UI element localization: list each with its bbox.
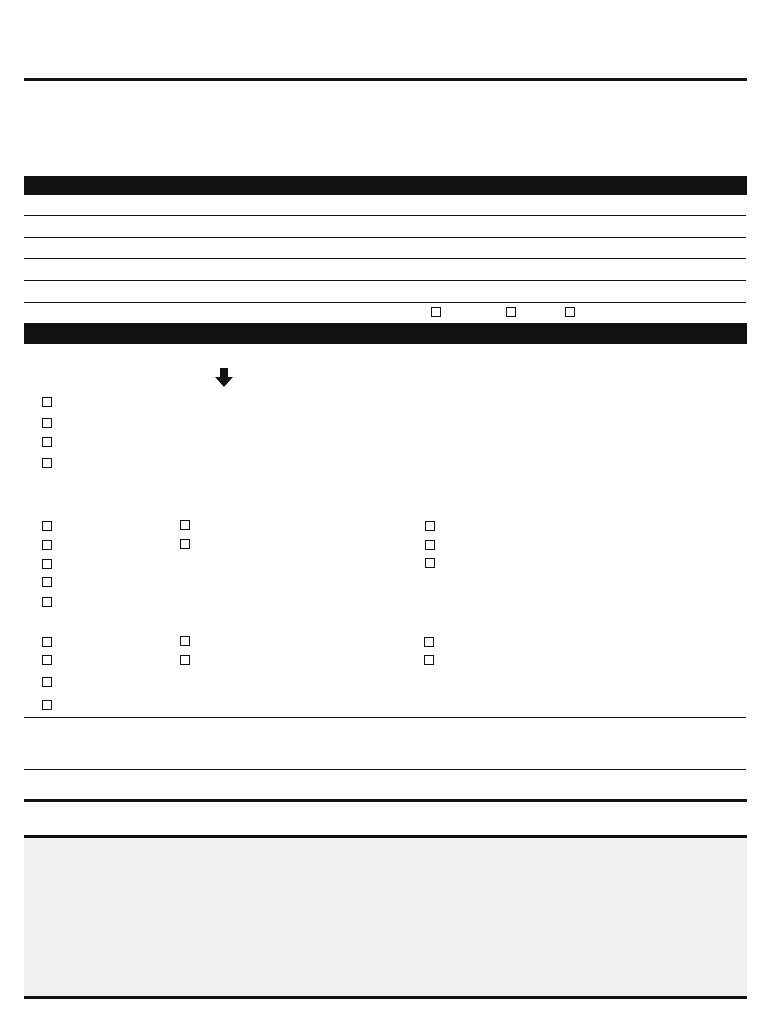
section-1-line-1 bbox=[24, 215, 746, 216]
group-b-col-2-checkbox-1[interactable] bbox=[180, 520, 190, 530]
group-b-col-1-checkbox-4[interactable] bbox=[42, 577, 52, 587]
section-1-checkbox-1[interactable] bbox=[431, 307, 441, 317]
section-2-header-bar bbox=[24, 323, 747, 344]
group-c-col-2-checkbox-1[interactable] bbox=[180, 636, 190, 646]
group-b-col-1-checkbox-5[interactable] bbox=[42, 597, 52, 607]
section-1-checkbox-3[interactable] bbox=[565, 307, 575, 317]
comments-rule bbox=[24, 769, 746, 770]
group-b-col-2-checkbox-2[interactable] bbox=[180, 539, 190, 549]
header-rule bbox=[24, 78, 747, 81]
group-a-checkbox-2[interactable] bbox=[42, 418, 52, 428]
section-1-line-2-field[interactable] bbox=[24, 217, 746, 237]
group-a-checkbox-4[interactable] bbox=[42, 458, 52, 468]
group-c-col-1-checkbox-4[interactable] bbox=[42, 700, 52, 710]
group-c-col-3-checkbox-1[interactable] bbox=[424, 637, 434, 647]
section-1-header-bar bbox=[24, 176, 747, 195]
group-c-col-3-checkbox-2[interactable] bbox=[424, 655, 434, 665]
office-use-box bbox=[24, 838, 747, 996]
signature-field[interactable] bbox=[24, 802, 746, 835]
group-c-col-2-checkbox-2[interactable] bbox=[180, 655, 190, 665]
section-1-line-4 bbox=[24, 280, 746, 281]
group-a-checkbox-1[interactable] bbox=[42, 397, 52, 407]
group-b-col-3-checkbox-2[interactable] bbox=[425, 540, 435, 550]
section-1-line-3-field[interactable] bbox=[24, 239, 746, 258]
section-2-bottom-rule bbox=[24, 717, 746, 718]
section-1-line-5-field[interactable] bbox=[24, 282, 746, 302]
section-1-checkbox-2[interactable] bbox=[506, 307, 516, 317]
section-1-line-2 bbox=[24, 237, 746, 238]
group-b-col-1-checkbox-2[interactable] bbox=[42, 540, 52, 550]
group-b-col-1-checkbox-1[interactable] bbox=[42, 521, 52, 531]
office-use-bottom-rule bbox=[24, 996, 747, 999]
section-1-line-5 bbox=[24, 302, 746, 303]
section-1-line-4-field[interactable] bbox=[24, 260, 746, 280]
group-c-col-1-checkbox-1[interactable] bbox=[42, 637, 52, 647]
group-c-col-1-checkbox-3[interactable] bbox=[42, 677, 52, 687]
section-1-line-1-field[interactable] bbox=[24, 196, 746, 216]
section-1-line-3 bbox=[24, 258, 746, 259]
arrow-down-icon bbox=[214, 368, 234, 388]
group-a-checkbox-3[interactable] bbox=[42, 437, 52, 447]
group-c-col-1-checkbox-2[interactable] bbox=[42, 655, 52, 665]
group-b-col-1-checkbox-3[interactable] bbox=[42, 559, 52, 569]
group-b-col-3-checkbox-3[interactable] bbox=[425, 558, 435, 568]
comments-field[interactable] bbox=[24, 719, 746, 769]
group-b-col-3-checkbox-1[interactable] bbox=[425, 521, 435, 531]
